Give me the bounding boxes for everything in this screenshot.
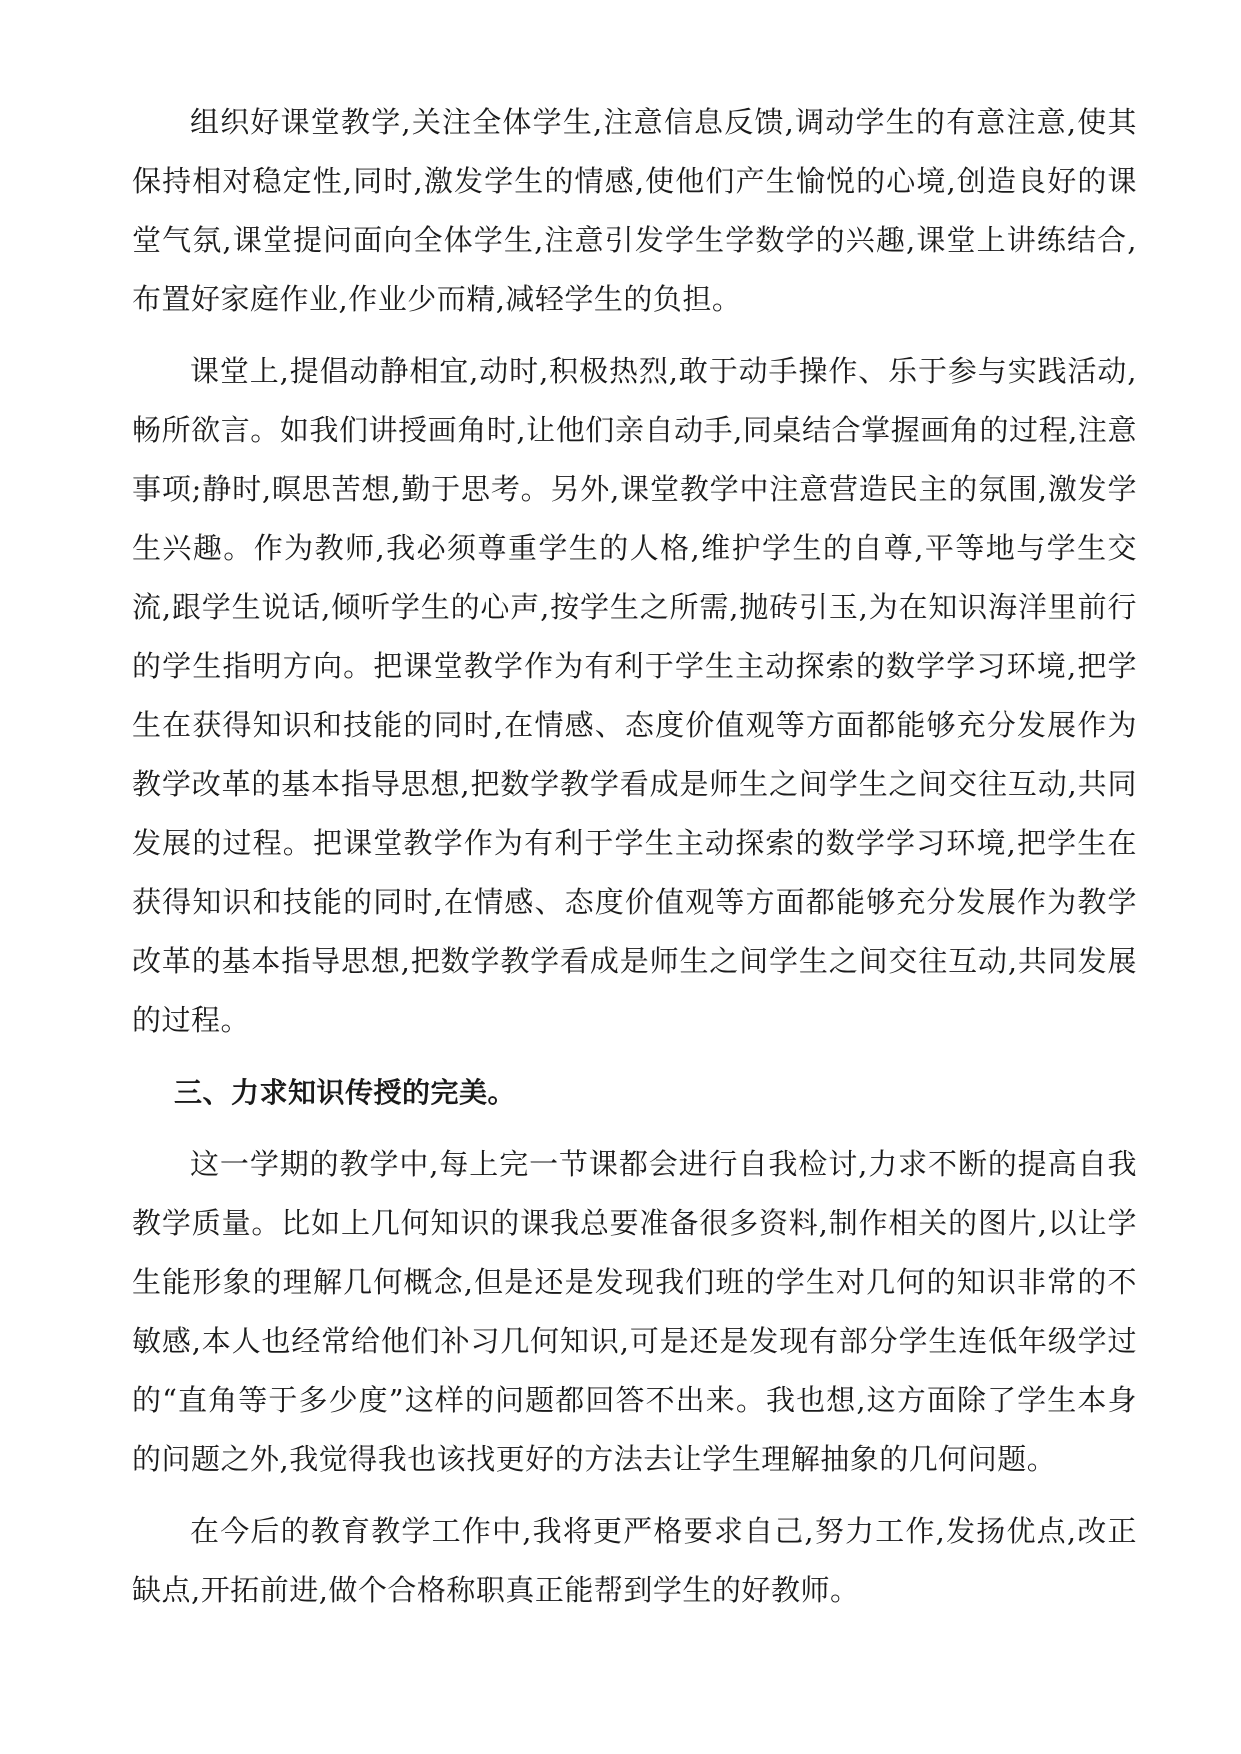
section-heading-knowledge-teaching: 三、力求知识传授的完美。: [174, 1076, 517, 1109]
document-body: [132, 93, 1137, 1633]
paragraph-classroom-organization: 组织好课堂教学,关注全体学生,注意信息反馈,调动学生的有意注意,使其保持相对稳定性,同时,激发学生的情感,使他们产生愉悦的心境,创造良好的课堂气氛,课堂提问面向全体学生,注意引发学生学数学的兴趣,课堂上讲练结合,布置好家庭作业,作业少而精,减轻学生的负担。: [132, 105, 1137, 316]
paragraph-future-plan: 在今后的教育教学工作中,我将更严格要求自己,努力工作,发扬优点,改正缺点,开拓前进,做个合格称职真正能帮到学生的好教师。: [132, 1514, 1137, 1607]
paragraph-self-review: 这一学期的教学中,每上完一节课都会进行自我检讨,力求不断的提高自我教学质量。比如上几何知识的课我总要准备很多资料,制作相关的图片,以让学生能形象的理解几何概念,但是还是发现我们班的学生对几何的知识非常的不敏感,本人也经常给他们补习几何知识,可是还是发现有部分学生连低年级学过的“直角等于多少度”这样的问题都回答不出来。我也想,这方面除了学生本身的问题之外,我觉得我也该找更好的方法去让学生理解抽象的几何问题。: [132, 1147, 1137, 1476]
paragraph-classroom-atmosphere: 课堂上,提倡动静相宜,动时,积极热烈,敢于动手操作、乐于参与实践活动,畅所欲言。如我们讲授画角时,让他们亲自动手,同桌结合掌握画角的过程,注意事项;静时,暝思苦想,勤于思考。另外,课堂教学中注意营造民主的氛围,激发学生兴趣。作为教师,我必须尊重学生的人格,维护学生的自尊,平等地与学生交流,跟学生说话,倾听学生的心声,按学生之所需,抛砖引玉,为在知识海洋里前行的学生指明方向。把课堂教学作为有利于学生主动探索的数学学习环境,把学生在获得知识和技能的同时,在情感、态度价值观等方面都能够充分发展作为教学改革的基本指导思想,把数学教学看成是师生之间学生之间交往互动,共同发展的过程。把课堂教学作为有利于学生主动探索的数学学习环境,把学生在获得知识和技能的同时,在情感、态度价值观等方面都能够充分发展作为教学改革的基本指导思想,把数学教学看成是师生之间学生之间交往互动,共同发展的过程。: [132, 354, 1137, 1037]
